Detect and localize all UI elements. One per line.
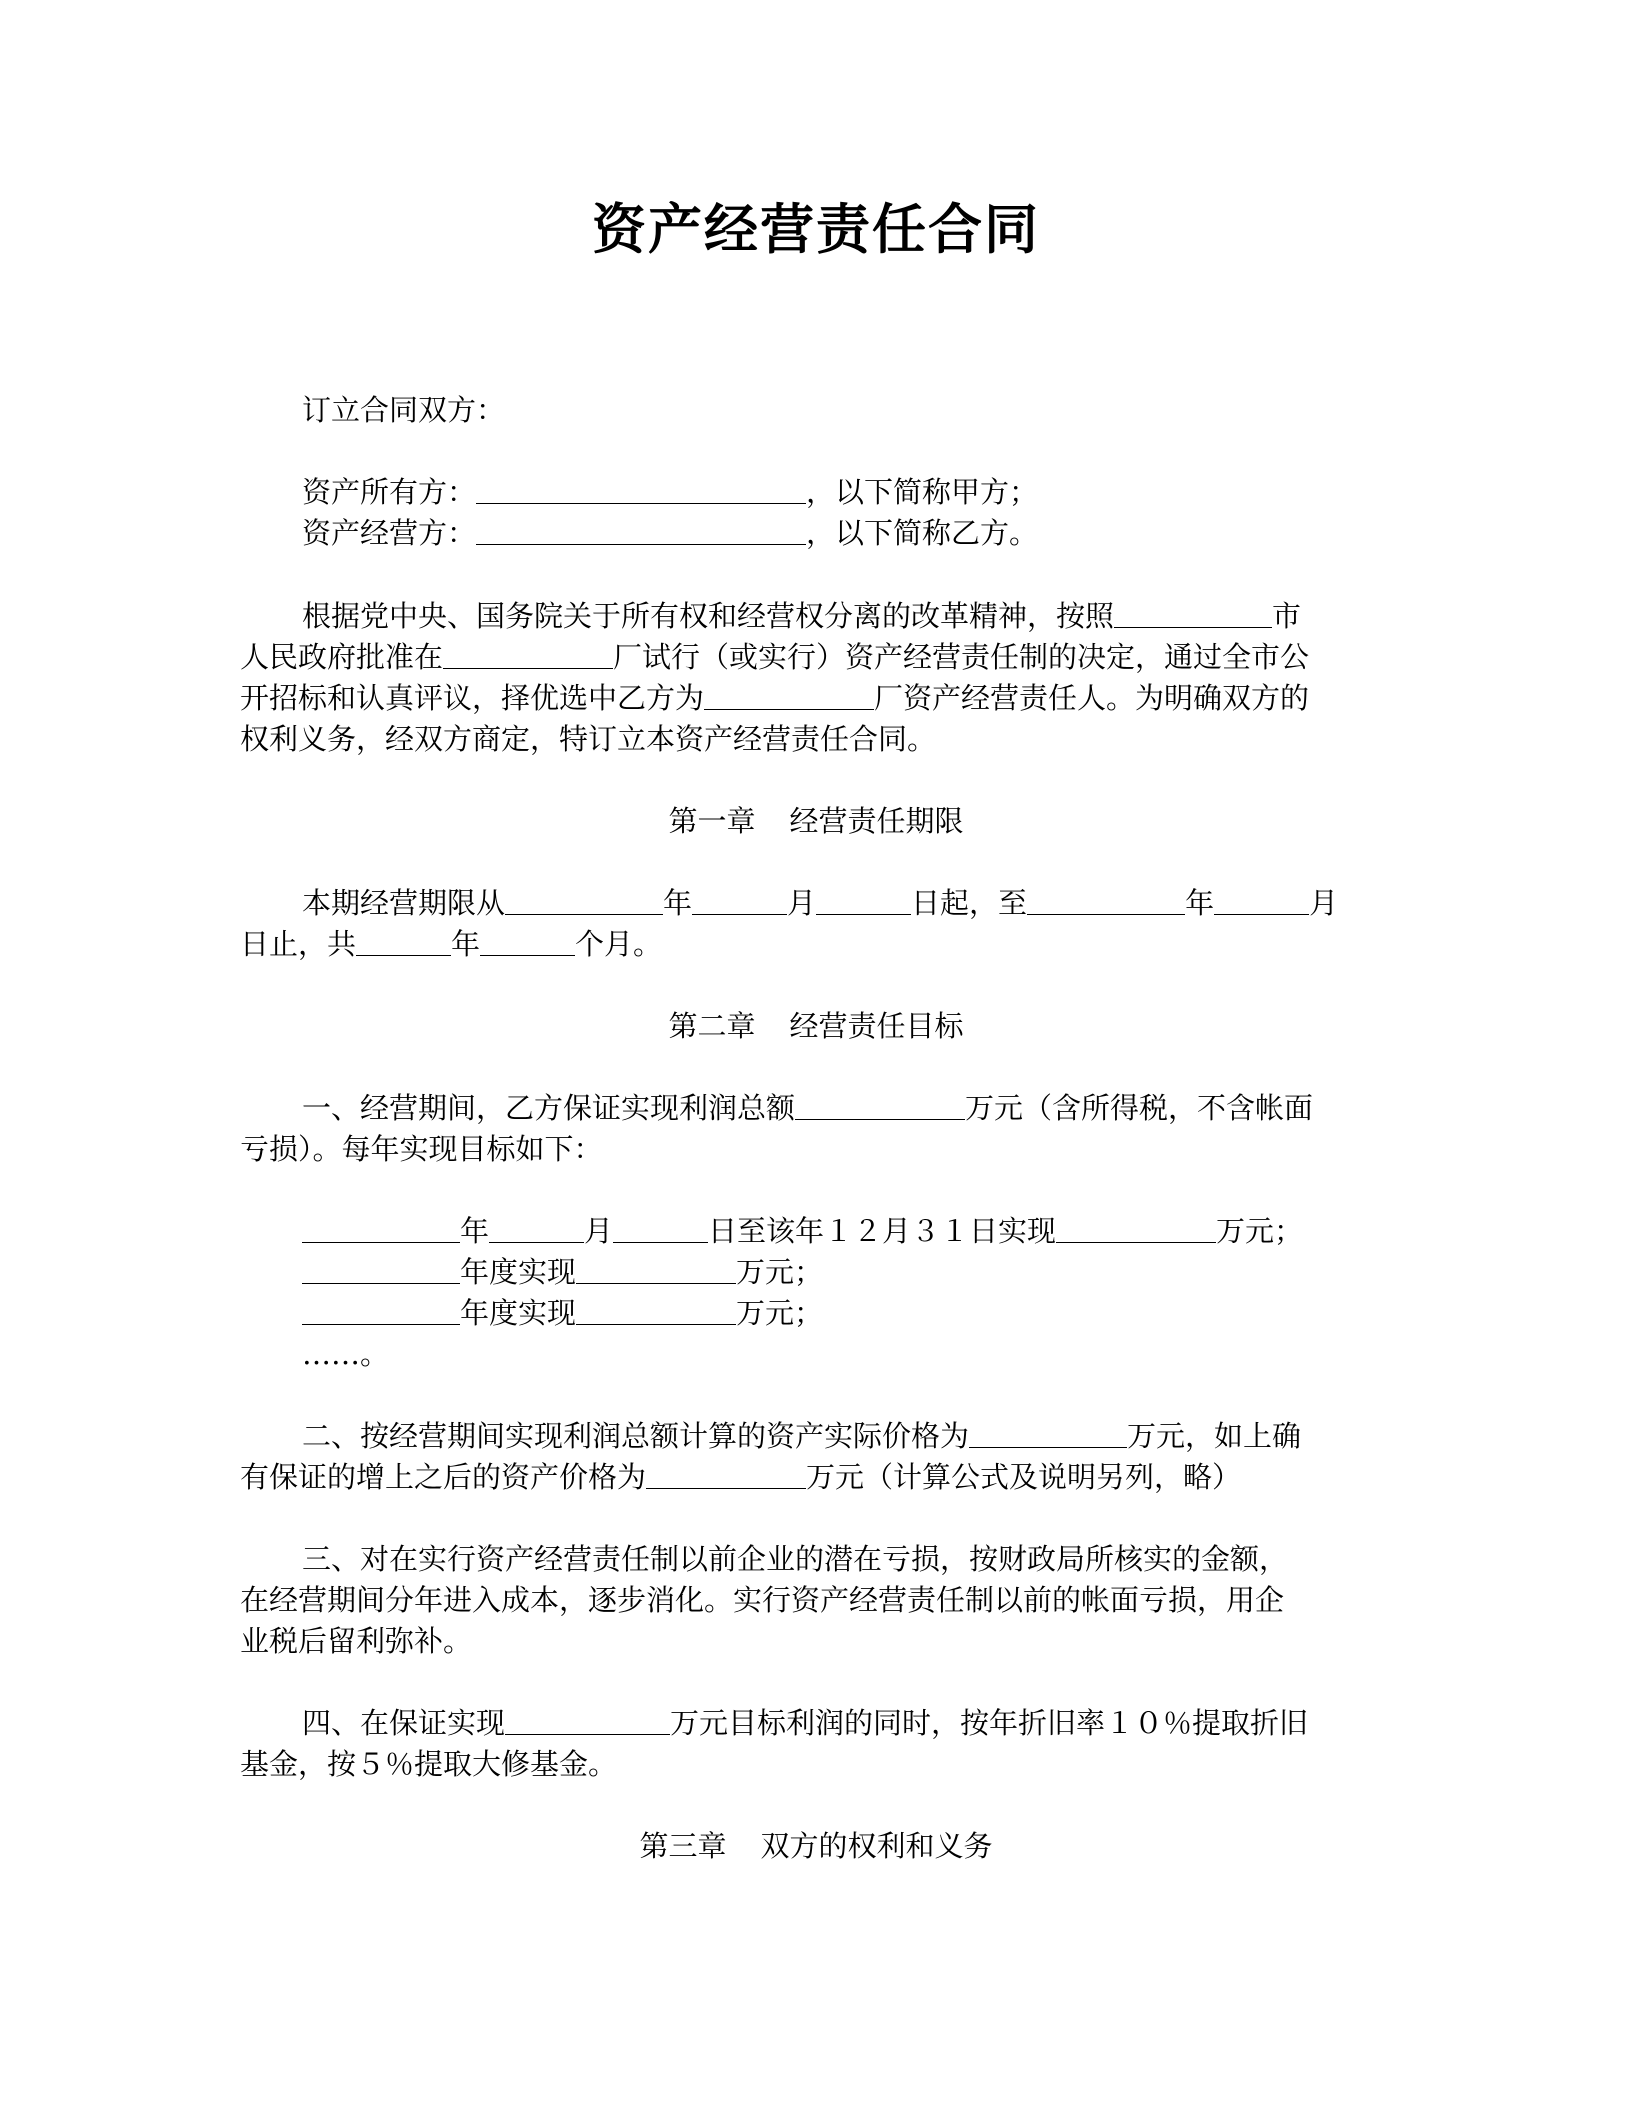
target-profit-blank[interactable] bbox=[505, 1708, 670, 1735]
row2-amount-blank[interactable] bbox=[576, 1257, 736, 1284]
target-ellipsis: ……。 bbox=[302, 1337, 390, 1371]
row1-year-blank[interactable] bbox=[302, 1216, 460, 1243]
target-p1-line-2: 亏损）。每年实现目标如下： bbox=[240, 1132, 603, 1166]
city-blank[interactable] bbox=[1114, 601, 1272, 628]
total-months-blank[interactable] bbox=[480, 929, 575, 956]
operator-blank[interactable] bbox=[476, 518, 806, 545]
target-p2-line-1: 二、按经营期间实现利润总额计算的资产实际价格为 万元，如上确 bbox=[302, 1419, 1302, 1453]
chapter-2-heading: 第二章 经营责任目标 bbox=[668, 1009, 964, 1043]
preamble-line-3: 开招标和认真评议，择优选中乙方为 厂资产经营责任人。为明确双方的 bbox=[240, 681, 1310, 715]
row2-year-blank[interactable] bbox=[302, 1257, 460, 1284]
row3-amount-blank[interactable] bbox=[576, 1298, 736, 1325]
total-years-blank[interactable] bbox=[356, 929, 451, 956]
factory-blank-2[interactable] bbox=[704, 683, 874, 710]
target-p1-line-1: 一、经营期间，乙方保证实现利润总额 万元（含所得税，不含帐面 bbox=[302, 1091, 1314, 1125]
start-year-blank[interactable] bbox=[505, 888, 663, 915]
target-row-2: 年度实现 万元； bbox=[302, 1252, 1452, 1293]
preamble-line-2: 人民政府批准在 厂试行（或实行）资产经营责任制的决定，通过全市公 bbox=[240, 640, 1310, 674]
start-month-blank[interactable] bbox=[692, 888, 787, 915]
owner-blank[interactable] bbox=[476, 477, 806, 504]
row3-year-blank[interactable] bbox=[302, 1298, 460, 1325]
preamble-line-4: 权利义务，经双方商定，特订立本资产经营责任合同。 bbox=[240, 722, 937, 756]
row1-month-blank[interactable] bbox=[489, 1216, 584, 1243]
term-line-2: 日止，共 年 个月。 bbox=[240, 927, 663, 961]
target-row-3: 年度实现 万元； bbox=[302, 1293, 1452, 1334]
row1-day-blank[interactable] bbox=[613, 1216, 708, 1243]
chapter-3-heading: 第三章 双方的权利和义务 bbox=[639, 1829, 993, 1863]
target-p3-line-3: 业税后留利弥补。 bbox=[240, 1624, 473, 1658]
actual-price-blank[interactable] bbox=[969, 1421, 1127, 1448]
end-month-blank[interactable] bbox=[1214, 888, 1309, 915]
term-line-1: 本期经营期限从 年 月 日起，至 年 月 bbox=[302, 886, 1339, 920]
target-row-1: 年 月 日至该年１２月３１日实现 万元； bbox=[302, 1211, 1452, 1252]
start-day-blank[interactable] bbox=[816, 888, 911, 915]
chapter-1-heading: 第一章 经营责任期限 bbox=[668, 804, 964, 838]
target-p2-line-2: 有保证的增上之后的资产价格为 万元（计算公式及说明另列，略） bbox=[240, 1460, 1242, 1494]
target-p4-line-1: 四、在保证实现 万元目标利润的同时，按年折旧率１０％提取折旧 bbox=[302, 1706, 1309, 1740]
end-year-blank[interactable] bbox=[1027, 888, 1185, 915]
operator-line: 资产经营方： ，以下简称乙方。 bbox=[302, 516, 1039, 550]
owner-line: 资产所有方： ，以下简称甲方； bbox=[302, 475, 1039, 509]
document-title: 资产经营责任合同 bbox=[592, 198, 1040, 261]
preamble-line-1: 根据党中央、国务院关于所有权和经营权分离的改革精神，按照 市 bbox=[302, 599, 1302, 633]
target-p3-line-2: 在经营期间分年进入成本，逐步消化。实行资产经营责任制以前的帐面亏损，用企 bbox=[240, 1583, 1285, 1617]
target-p3-line-1: 三、对在实行资产经营责任制以前企业的潜在亏损，按财政局所核实的金额， bbox=[302, 1542, 1289, 1576]
target-p4-line-2: 基金，按５％提取大修基金。 bbox=[240, 1747, 618, 1781]
increased-price-blank[interactable] bbox=[646, 1462, 806, 1489]
total-profit-blank[interactable] bbox=[795, 1093, 965, 1120]
row1-amount-blank[interactable] bbox=[1056, 1216, 1216, 1243]
factory-blank[interactable] bbox=[443, 642, 613, 669]
parties-intro: 订立合同双方： bbox=[302, 393, 506, 427]
